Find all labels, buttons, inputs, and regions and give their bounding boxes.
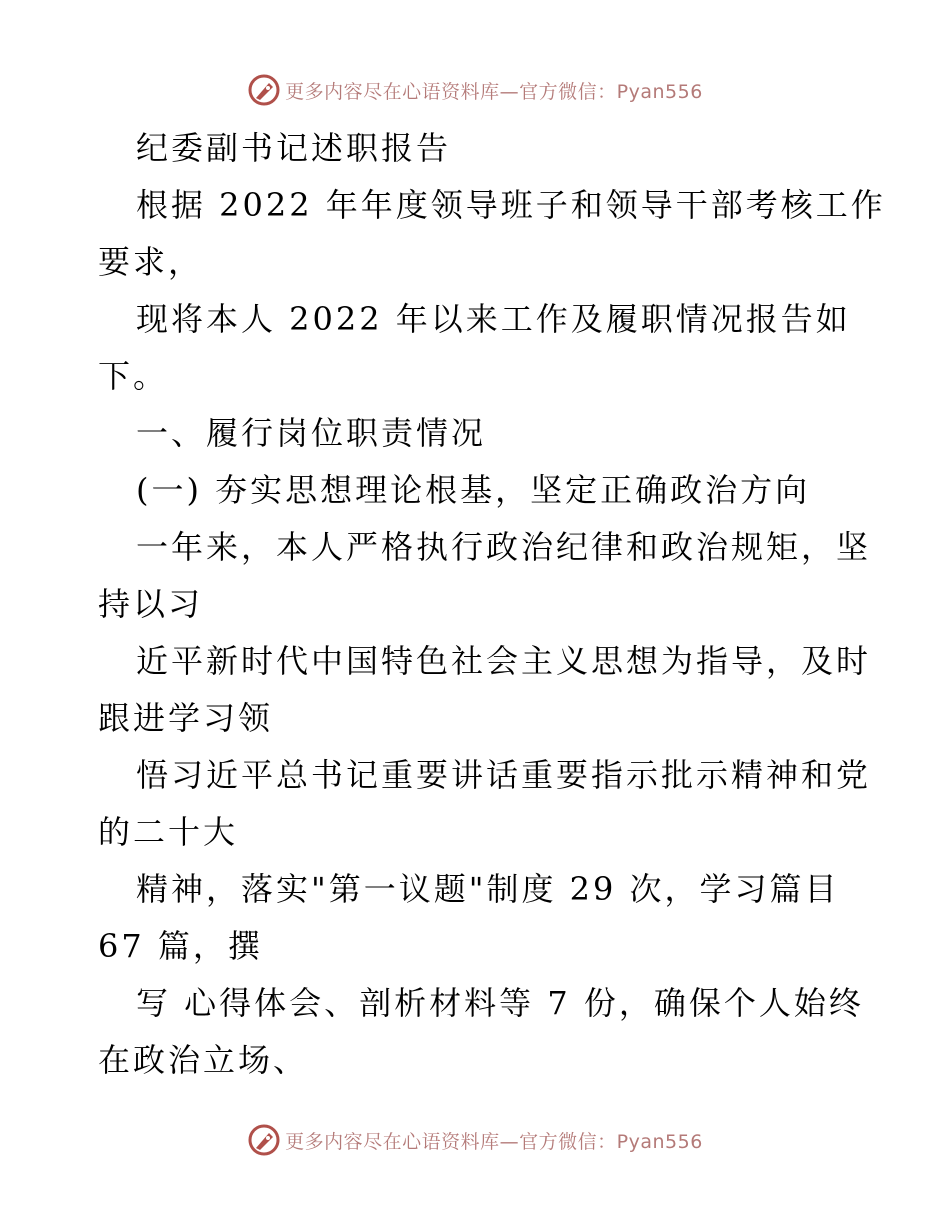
paragraph-line: 跟进学习领 (98, 699, 274, 737)
document-title: 纪委副书记述职报告 (136, 129, 452, 167)
paragraph-line: 要求， (98, 243, 204, 281)
watermark-text: 更多内容尽在心语资料库—官方微信：Pyan556 (285, 1130, 703, 1153)
watermark-banner-bottom (0, 1120, 950, 1160)
paragraph-line: 下。 (98, 357, 169, 395)
paragraph-line: 现将本人 2022 年以来工作及履职情况报告如 (136, 300, 851, 338)
watermark-banner-top (0, 70, 950, 110)
paragraph-line: 一年来，本人严格执行政治纪律和政治规矩，坚 (136, 528, 872, 566)
paragraph-line: 67 篇，撰 (98, 927, 263, 965)
paragraph-line: 精神，落实"第一议题"制度 29 次，学习篇目 (136, 870, 840, 908)
paragraph-line: 写 心得体会、剖析材料等 7 份，确保个人始终 (136, 984, 864, 1022)
watermark-text: 更多内容尽在心语资料库—官方微信：Pyan556 (285, 80, 703, 103)
paragraph-line: 近平新时代中国特色社会主义思想为指导，及时 (136, 642, 872, 680)
subsection-heading: (一) 夯实思想理论根基，坚定正确政治方向 (136, 471, 811, 509)
paragraph-line: 的二十大 (98, 813, 239, 851)
paragraph-line: 悟习近平总书记重要讲话重要指示批示精神和党 (136, 756, 872, 794)
paragraph-line: 在政治立场、 (98, 1041, 309, 1079)
pen-nib-logo-icon (247, 73, 281, 107)
pen-nib-logo-icon (247, 1123, 281, 1157)
paragraph-line: 根据 2022 年年度领导班子和领导干部考核工作 (136, 186, 886, 224)
document-body (98, 120, 886, 1089)
section-heading: 一、履行岗位职责情况 (136, 414, 487, 452)
paragraph-line: 持以习 (98, 585, 204, 623)
